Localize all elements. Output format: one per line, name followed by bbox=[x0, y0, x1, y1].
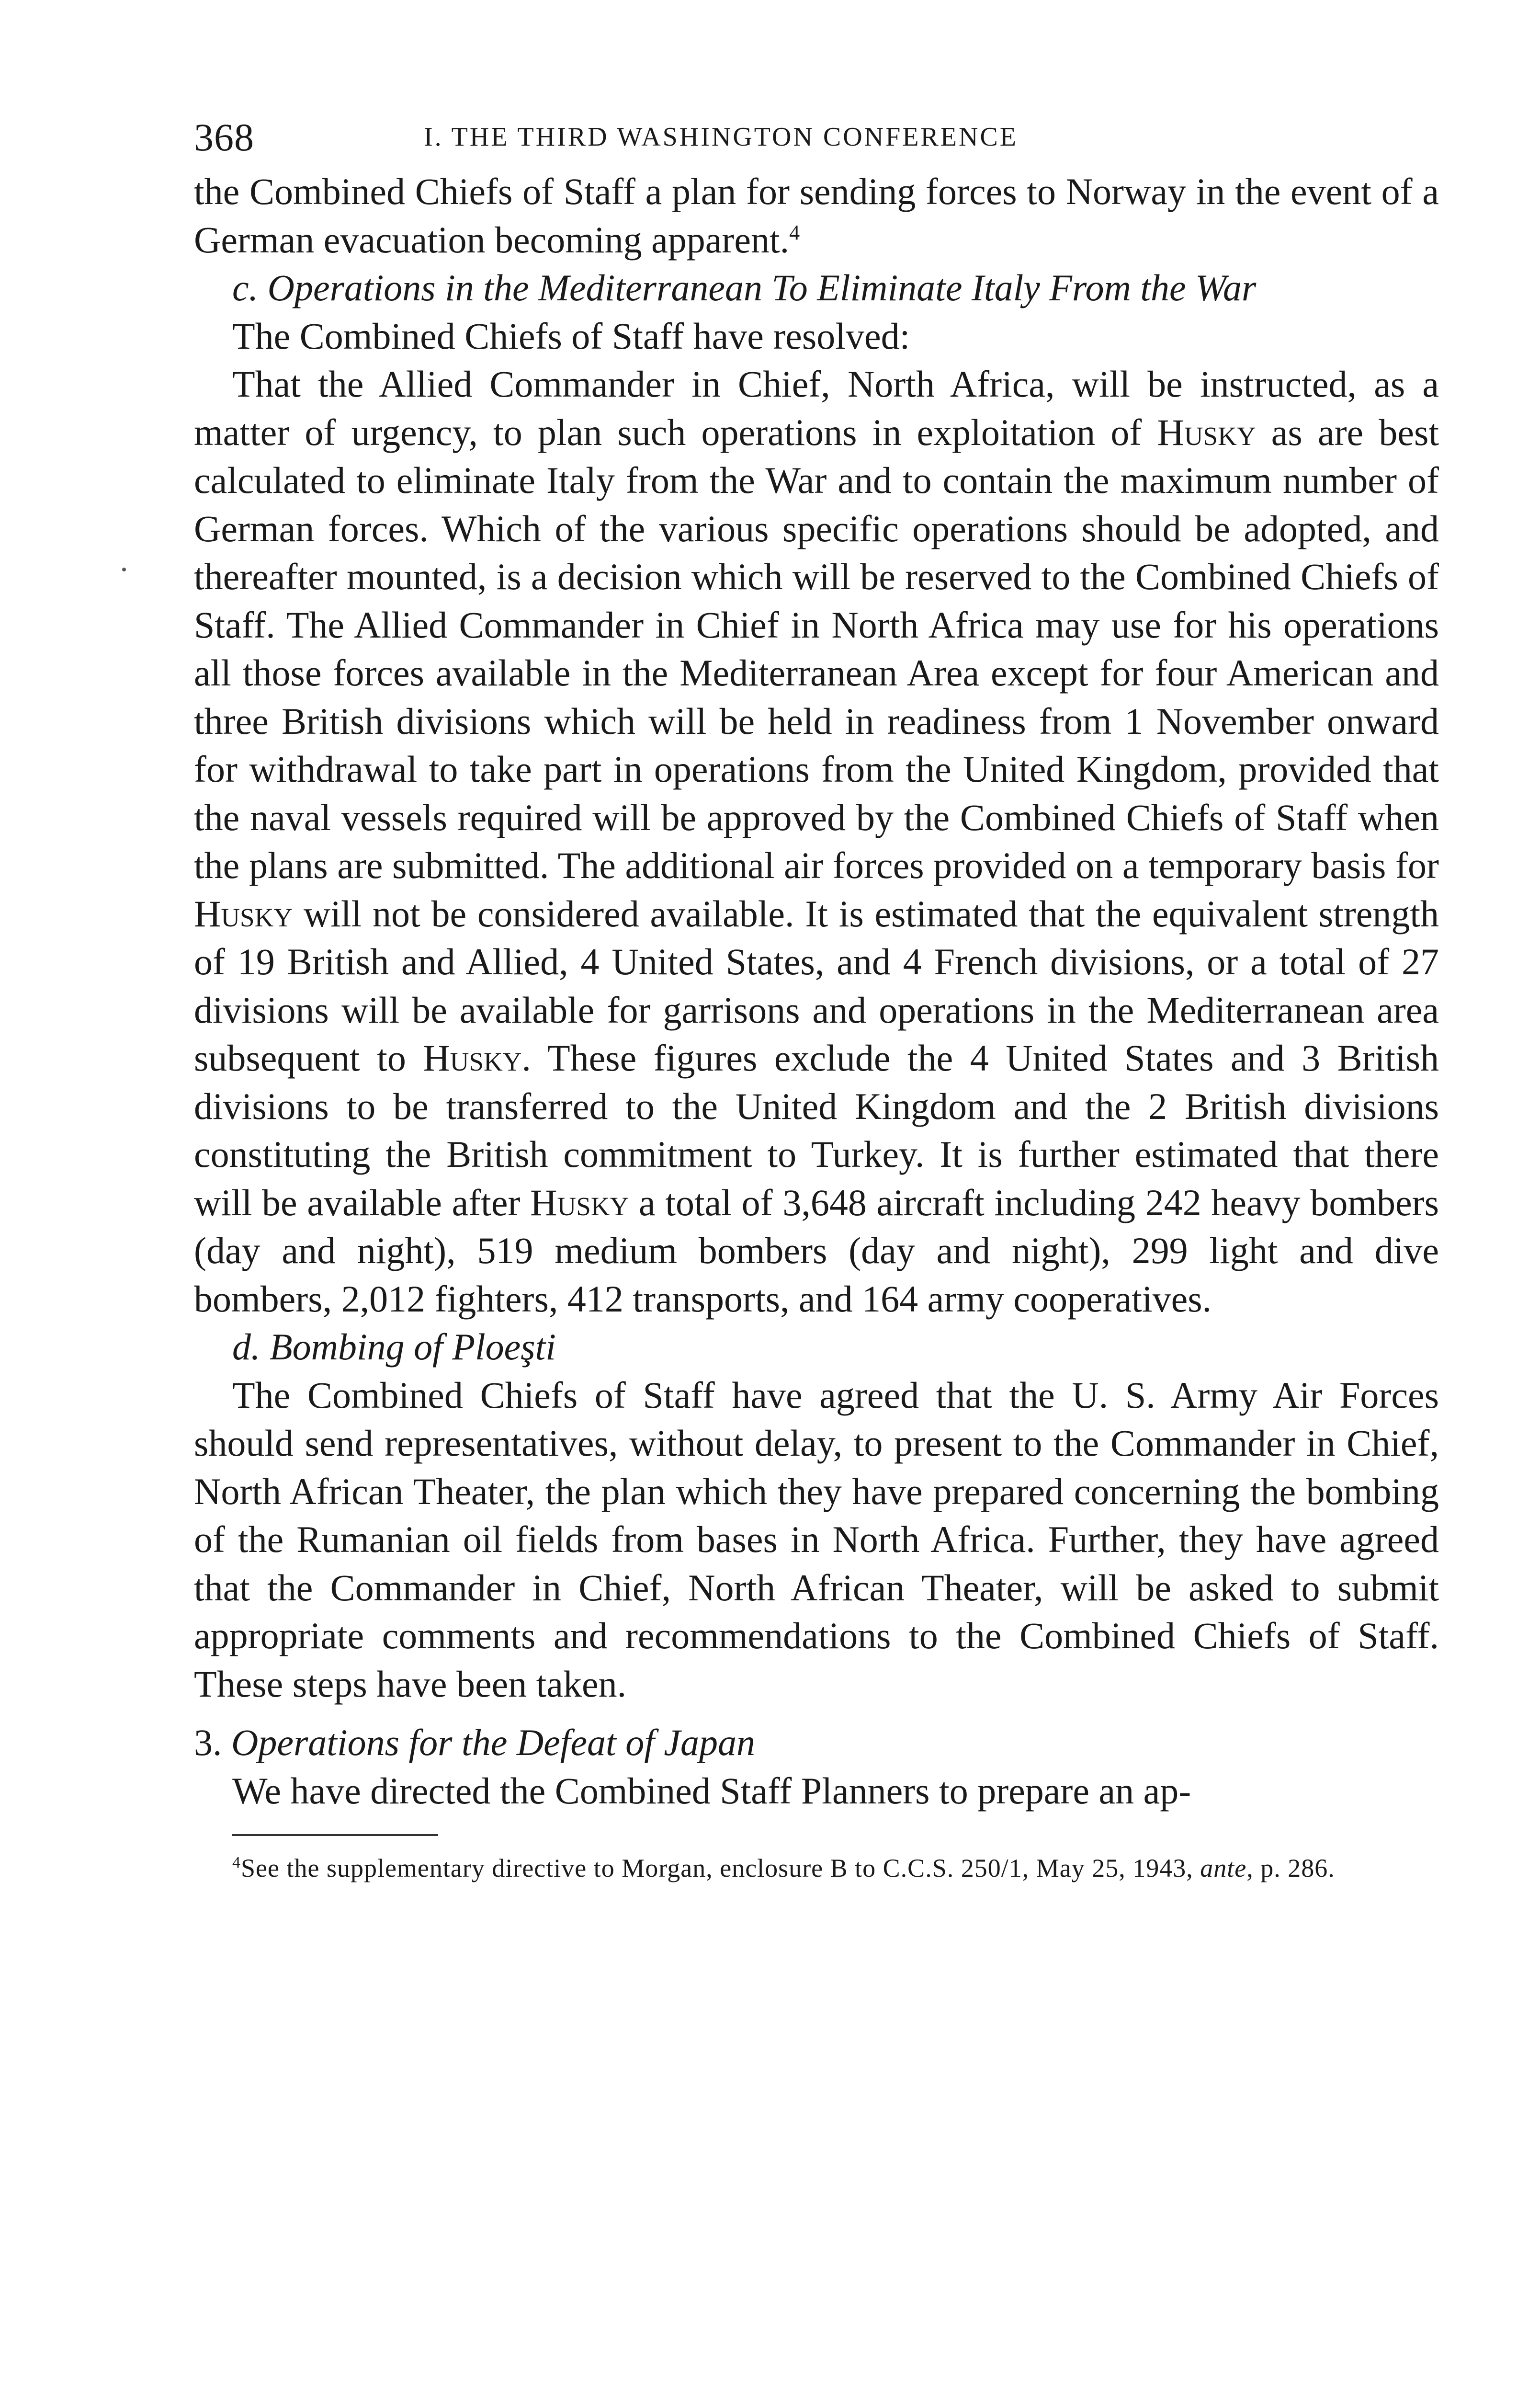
paragraph-continuation bbox=[194, 168, 1439, 264]
footnote-ante: ante bbox=[1200, 1854, 1247, 1882]
footnote-reference: 4 bbox=[789, 220, 800, 244]
margin-mark bbox=[122, 568, 126, 571]
running-head bbox=[194, 115, 1439, 168]
paragraph: We have directed the Combined Staff Planners to prepare an ap- bbox=[232, 1769, 1191, 1812]
footnote bbox=[194, 1850, 1439, 1886]
paragraph-text: will not be considered available. It is estimated that the equivalent strength of 19 British and Allied, 4 United States, and 4 French divisions, or a total of 27 divisions will be available for garrisons and operations in the Mediterranean area subsequent to bbox=[194, 892, 1439, 1079]
running-title: I. THE THIRD WASHINGTON CONFERENCE bbox=[424, 122, 1018, 152]
section-number: 3. bbox=[194, 1722, 222, 1763]
subsection-letter: c. bbox=[232, 267, 259, 308]
body-text bbox=[194, 168, 1439, 1815]
footnote-text-part: , p. 286. bbox=[1246, 1854, 1335, 1882]
footnote-text-part: See the supplementary directive to Morgan, enclosure B to C.C.S. 250/1, May 25, 1943, bbox=[241, 1854, 1200, 1882]
footnote-marker: 4 bbox=[232, 1854, 241, 1871]
subsection-heading-d bbox=[194, 1323, 1439, 1371]
book-page bbox=[194, 115, 1439, 1886]
codename: Husky bbox=[1157, 411, 1256, 453]
subsection-heading-c bbox=[194, 264, 1439, 312]
paragraph-text: the Combined Chiefs of Staff a plan for sending forces to Norway in the event of a German evacuation becoming apparent. bbox=[194, 171, 1439, 261]
paragraph: The Combined Chiefs of Staff have resolved: bbox=[232, 315, 910, 357]
page-number: 368 bbox=[194, 115, 254, 159]
paragraph: The Combined Chiefs of Staff have agreed that the U. S. Army Air Forces should send representatives, without delay, to present to the Commander in Chief, North African Theater, the plan which they have prepared concerning the bombing of the Rumanian oil fields from bases in North Africa. Further, they have agreed that the Commander in Chief, North African Theater, will be asked to submit appropriate comments and recommendations to the Combined Chiefs of Staff. These steps have been taken. bbox=[194, 1374, 1439, 1705]
paragraph-text: a total of 3,648 aircraft including 242 heavy bombers (day and night), 519 medium bombers (day and night), 299 light and dive bombers, 2,012 fighters, 412 transports, and 164 army cooperatives. bbox=[194, 1181, 1439, 1320]
codename: Husky bbox=[194, 892, 293, 935]
footnote-rule bbox=[232, 1834, 438, 1836]
subsection-title: Bombing of Ploeşti bbox=[270, 1326, 556, 1368]
section-heading-3 bbox=[194, 1719, 1439, 1767]
subsection-letter: d. bbox=[232, 1326, 260, 1368]
subsection-title: Operations in the Mediterranean To Eliminate Italy From the War bbox=[267, 267, 1257, 308]
paragraph bbox=[194, 360, 1439, 1323]
footnote-text bbox=[194, 1850, 1439, 1886]
codename: Husky bbox=[530, 1181, 629, 1223]
codename: Husky bbox=[423, 1037, 522, 1079]
paragraph-text: . These figures exclude the 4 United States and 3 British divisions to be transferred to the United Kingdom and the 2 British divisions constituting the British commitment to Turkey. It is further estimated that there will be available after bbox=[194, 1037, 1439, 1223]
paragraph-text: That the Allied Commander in Chief, North Africa, will be instructed, as a matter of urgency, to plan such operations in exploitation of bbox=[194, 363, 1439, 453]
section-title: Operations for the Defeat of Japan bbox=[231, 1722, 756, 1763]
paragraph-text: as are best calculated to eliminate Italy from the War and to contain the maximum number of German forces. Which of the various specific operations should be adopted, and thereafter mounted, is a decision which will be reserved to the Combined Chiefs of Staff. The Allied Commander in Chief in North Africa may use for his operations all those forces available in the Mediterranean Area except for four American and three British divisions which will be held in readiness from 1 November onward for withdrawal to take part in operations from the United Kingdom, provided that the naval vessels required will be approved by the Combined Chiefs of Staff when the plans are submitted. The additional air forces provided on a temporary basis for bbox=[194, 411, 1439, 886]
